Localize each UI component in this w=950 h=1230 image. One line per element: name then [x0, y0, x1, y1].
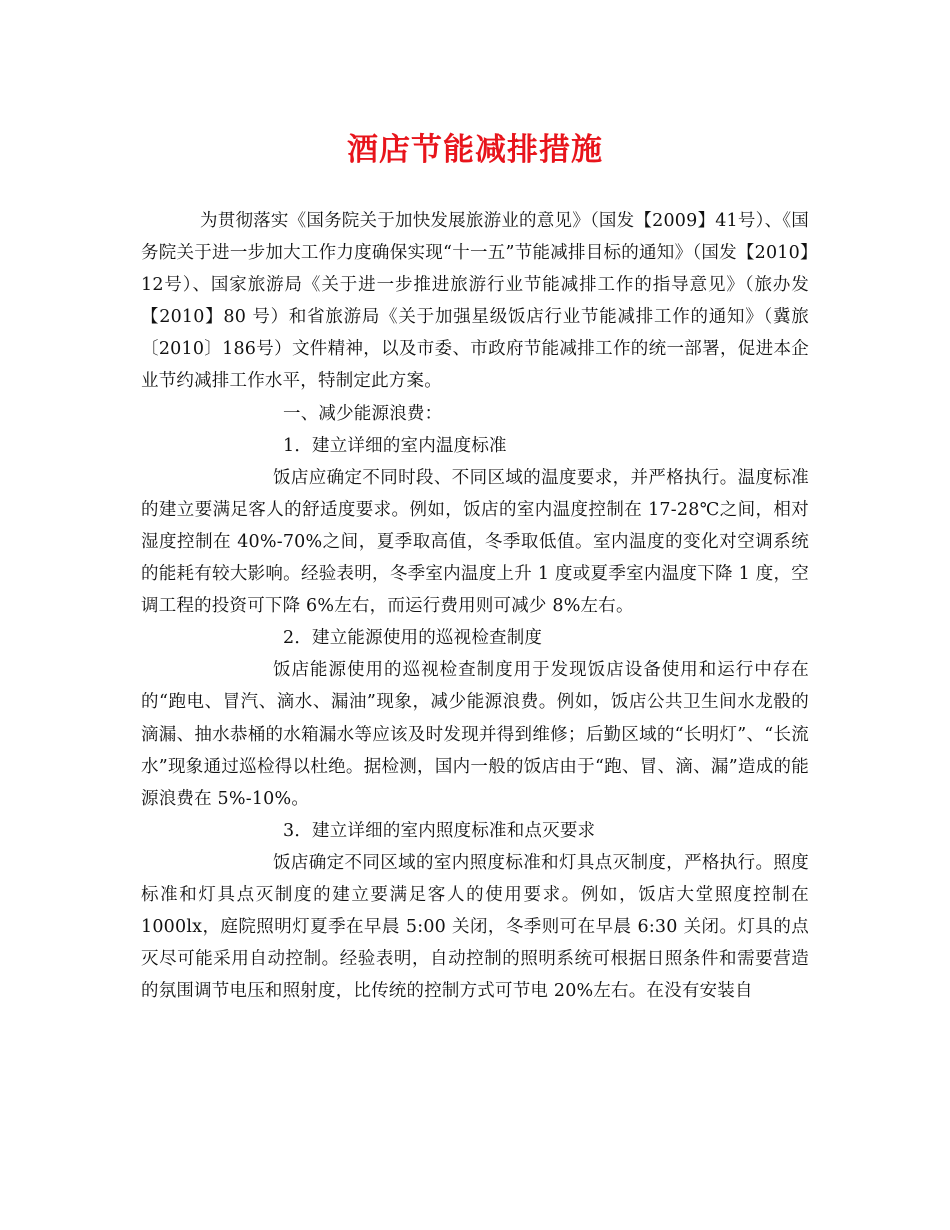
- intro-paragraph: 为贯彻落实《国务院关于加快发展旅游业的意见》（国发【2009】41号）、《国务院关于进一步加大工作力度确保实现“十一五”节能减排目标的通知》（国发【2010】12号）、国家旅游局《关于进一步推进旅游行业节能减排工作的指导意见》（旅办发【2010】80 号）和省旅游局《关于加强星级饭店行业节能减排工作的通知》（冀旅〔2010〕186号）文件精神，以及市委、市政府节能减排工作的统一部署，促进本企业节约减排工作水平，特制定此方案。: [141, 211, 809, 392]
- document-title: 酒店节能减排措施: [347, 132, 603, 168]
- subsection-heading: 1．建立详细的室内温度标准: [283, 435, 507, 456]
- body-paragraph: 饭店确定不同区域的室内照度标准和灯具点灭制度，严格执行。照度标准和灯具点灭制度的建立要满足客人的使用要求。例如，饭店大堂照度控制在 1000lx，庭院照明灯夏季在早晨 5:00 关闭，冬季则可在早晨 6:30 关闭。灯具的点灭尽可能采用自动控制。经验表明，自动控制的照明系统可根据日照条件和需要营造的氛围调节电压和照射度，比传统的控制方式可节电 20%左右。在没有安装自: [141, 852, 809, 1002]
- subsection-heading: 3．建立详细的室内照度标准和点灭要求: [283, 820, 596, 841]
- body-paragraph: 饭店能源使用的巡视检查制度用于发现饭店设备使用和运行中存在的“跑电、冒汽、滴水、漏油”现象，减少能源浪费。例如，饭店公共卫生间水龙骰的滴漏、抽水恭桶的水箱漏水等应该及时发现并得到维修；后勤区域的“长明灯”、“长流水”现象通过巡检得以杜绝。据检测，国内一般的饭店由于“跑、冒、滴、漏”造成的能源浪费在 5%-10%。: [141, 660, 809, 809]
- section-heading: 一、减少能源浪费：: [283, 403, 443, 424]
- subsection-heading: 2．建立能源使用的巡视检查制度: [283, 628, 543, 649]
- body-paragraph: 饭店应确定不同时段、不同区域的温度要求，并严格执行。温度标准的建立要满足客人的舒适度要求。例如，饭店的室内温度控制在 17-28℃之间，相对湿度控制在 40%-70%之间，夏季取高值，冬季取低值。室内温度的变化对空调系统的能耗有较大影响。经验表明，冬季室内温度上升 1 度或夏季室内温度下降 1 度，空调工程的投资可下降 6%左右，而运行费用则可减少 8%左右。: [141, 467, 809, 617]
- document-body: [141, 205, 809, 1007]
